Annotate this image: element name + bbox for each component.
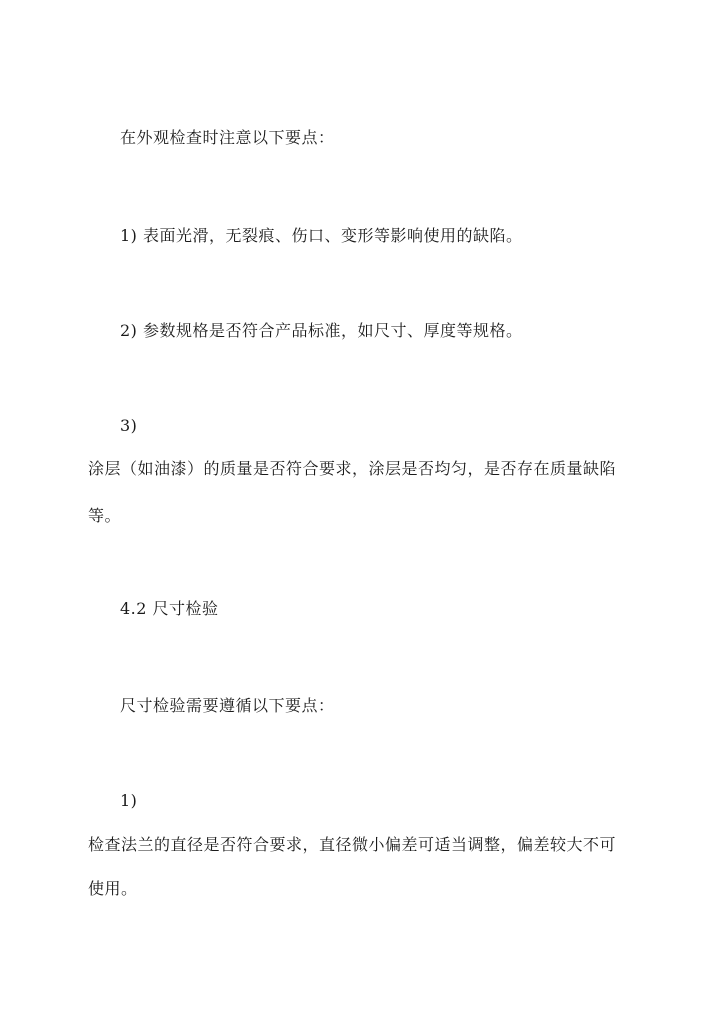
section-heading: 4.2 尺寸检验 xyxy=(120,599,219,618)
section-list-item-1-number: 1) xyxy=(120,791,138,810)
list-item-3-continuation: 等。 xyxy=(88,506,122,525)
list-item-3-text: 涂层（如油漆）的质量是否符合要求，涂层是否均匀，是否存在质量缺陷 xyxy=(88,459,617,478)
appearance-intro: 在外观检查时注意以下要点： xyxy=(120,128,335,147)
section-intro: 尺寸检验需要遵循以下要点： xyxy=(120,696,335,715)
list-item-1: 1) 表面光滑，无裂痕、伤口、变形等影响使用的缺陷。 xyxy=(120,226,523,245)
list-item-2: 2) 参数规格是否符合产品标准，如尺寸、厚度等规格。 xyxy=(120,321,523,340)
section-list-item-1-continuation: 使用。 xyxy=(88,879,138,898)
section-list-item-1-text: 检查法兰的直径是否符合要求，直径微小偏差可适当调整，偏差较大不可 xyxy=(88,835,617,854)
list-item-3-number: 3) xyxy=(120,416,138,435)
